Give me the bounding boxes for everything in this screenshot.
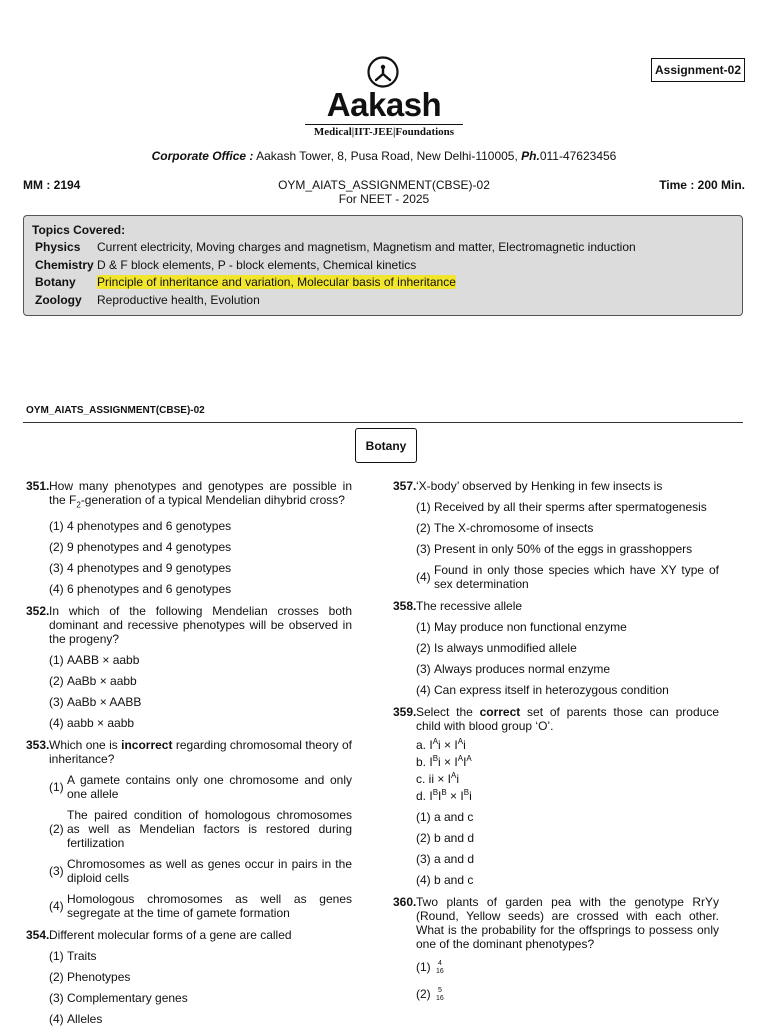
option: (2) The paired condition of homologous chromosomes as well as Mendelian factors is restored during fertilization: [49, 808, 352, 851]
option: (4) Homologous chromosomes as well as genes segregate at the time of gamete formation: [49, 892, 352, 921]
questions-right-column: [393, 478, 719, 1011]
option: (4) b and c: [416, 873, 474, 887]
question-text: The recessive allele: [416, 599, 523, 613]
phone-label: Ph.: [521, 149, 540, 163]
option: (1) Traits: [49, 949, 97, 964]
question-352: [26, 604, 352, 730]
cross-d: d. $I^BI^B \times I^Bi$: [416, 788, 472, 803]
option: (1) AABB × aabb: [49, 653, 140, 668]
cross-c: c. ii × $I^Ai$: [416, 771, 460, 786]
option: (2) The X-chromosome of insects: [416, 521, 594, 535]
assignment-badge: Assignment-02: [651, 58, 745, 82]
topic-row-physics: [32, 239, 734, 257]
max-marks: MM : 2194: [23, 178, 81, 192]
option: (4) Found in only those species which have XY type of sex determination: [416, 563, 719, 591]
topic-subject: Zoology: [35, 292, 82, 307]
topics-title: Topics Covered:: [32, 223, 126, 237]
question-text: Which one is incorrect regarding chromosomal theory of inheritance?: [49, 738, 353, 767]
header-divider: [23, 422, 743, 423]
question-354: [26, 928, 352, 1026]
corporate-address: Aakash Tower, 8, Pusa Road, New Delhi-110005,: [256, 149, 518, 163]
topic-subject: Physics: [35, 240, 81, 254]
questions-left-column: [26, 478, 352, 1034]
question-number: 354.: [26, 928, 50, 943]
question-text: How many phenotypes and genotypes are possible in the $F_2$-generation of a typical Mendelian dihybrid cross?: [49, 479, 352, 510]
question-number: 357.: [393, 479, 417, 493]
option: (4) 6 phenotypes and 6 genotypes: [49, 582, 232, 597]
exam-for: For NEET - 2025: [338, 192, 430, 206]
option: (1) 4 16: [416, 960, 444, 975]
question-number: 360.: [393, 895, 417, 909]
question-text: Select the correct set of parents those can produce child with blood group ‘O’.: [416, 705, 719, 733]
question-359: [393, 705, 719, 887]
option: (4) aabb × aabb: [49, 716, 135, 731]
question-358: [393, 599, 719, 697]
option: (1) a and c: [416, 810, 474, 824]
cross-a: a. $I^Ai \times I^Ai$: [416, 737, 466, 752]
option: (4) Alleles: [49, 1012, 103, 1027]
option: (3) Complementary genes: [49, 991, 188, 1006]
aakash-emblem-icon: [367, 56, 399, 88]
question-number: 359.: [393, 705, 417, 719]
question-number: 351.: [26, 479, 50, 493]
question-text: ‘X-body’ observed by Henking in few insects is: [416, 479, 663, 493]
topic-row-zoology: [32, 292, 734, 310]
topic-text-highlighted: Principle of inheritance and variation, Molecular basis of inheritance: [97, 275, 456, 289]
corporate-office-line: [0, 149, 768, 163]
question-360: [393, 895, 719, 1003]
option: (2) 5 16: [416, 987, 444, 1002]
topic-text: Reproductive health, Evolution: [97, 292, 260, 307]
brand-tagline: Medical|IIT-JEE|Foundations: [305, 124, 463, 139]
time-limit: Time : 200 Min.: [659, 178, 745, 192]
topic-text: Current electricity, Moving charges and magnetism, Magnetism and matter, Electromagnetic induction: [97, 240, 636, 254]
question-number: 358.: [393, 599, 417, 613]
option: (1) May produce non functional enzyme: [416, 620, 627, 634]
cross-b: b. $I^Bi \times I^AI^A$: [416, 754, 472, 769]
question-text: Two plants of garden pea with the genotype RrYy (Round, Yellow seeds) are crossed with each other. What is the probability for the offsprings to possess only one of the dominant phenotypes?: [416, 895, 719, 951]
phone-number: 011-47623456: [539, 149, 617, 163]
question-number: 353.: [26, 738, 50, 753]
cross-list: [416, 735, 719, 803]
section-title: Botany: [355, 428, 417, 463]
option: (3) AaBb × AABB: [49, 695, 142, 710]
fraction: 4 16: [436, 960, 444, 975]
page-running-header: OYM_AIATS_ASSIGNMENT(CBSE)-02: [26, 405, 205, 416]
option: (4) Can express itself in heterozygous condition: [416, 683, 669, 697]
question-text: Different molecular forms of a gene are called: [49, 928, 292, 943]
topics-covered-box: [23, 215, 743, 316]
question-351: [26, 479, 352, 596]
option: (1) A gamete contains only one chromosome and only one allele: [49, 773, 352, 802]
option: (3) Chromosomes as well as genes occur in pairs in the diploid cells: [49, 857, 352, 886]
topic-row-chemistry: [32, 257, 734, 275]
topic-text: D & F block elements, P - block elements, Chemical kinetics: [97, 257, 417, 272]
option: (3) Present in only 50% of the eggs in grasshoppers: [416, 542, 693, 556]
fraction: 5 16: [436, 987, 444, 1002]
paper-title-block: [234, 178, 534, 206]
question-353: [26, 738, 352, 920]
option: (2) b and d: [416, 831, 475, 845]
option: (1) 4 phenotypes and 6 genotypes: [49, 519, 232, 534]
option: (1) Received by all their sperms after spermatogenesis: [416, 500, 707, 514]
option: (3) 4 phenotypes and 9 genotypes: [49, 561, 232, 576]
question-357: [393, 479, 719, 591]
topic-row-botany: [32, 274, 734, 292]
question-number: 352.: [26, 604, 50, 619]
topic-subject: Chemistry: [35, 257, 94, 272]
question-text: In which of the following Mendelian crosses both dominant and recessive phenotypes will be observed in the progeny?: [49, 604, 352, 647]
option: (2) 9 phenotypes and 4 genotypes: [49, 540, 232, 555]
brand-name: Aakash: [326, 86, 442, 123]
option: (3) Always produces normal enzyme: [416, 662, 611, 676]
option: (2) Is always unmodified allele: [416, 641, 577, 655]
paper-code: OYM_AIATS_ASSIGNMENT(CBSE)-02: [278, 178, 490, 192]
option: (2) AaBb × aabb: [49, 674, 137, 689]
corporate-label: Corporate Office :: [151, 149, 254, 163]
option: (2) Phenotypes: [49, 970, 131, 985]
option: (3) a and d: [416, 852, 475, 866]
topic-subject: Botany: [35, 275, 76, 289]
